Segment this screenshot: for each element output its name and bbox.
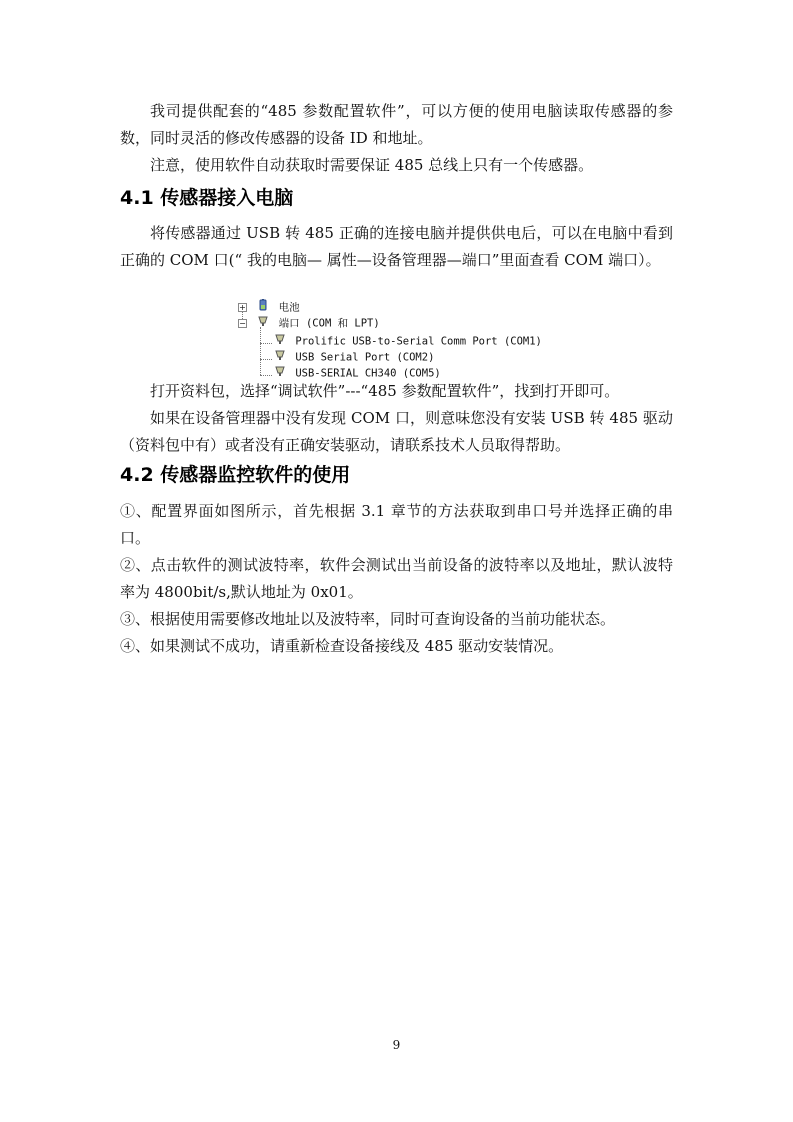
tree-node-ports[interactable]	[238, 315, 380, 331]
battery-icon	[257, 299, 269, 316]
port-icon	[257, 315, 269, 332]
collapse-icon[interactable]: −	[239, 319, 246, 328]
step-1: ①、配置界面如图所示，首先根据 3.1 章节的方法获取到串口号并选择正确的串口。	[120, 502, 673, 547]
note-paragraph: 注意，使用软件自动获取时需要保证 485 总线上只有一个传感器。	[150, 156, 594, 174]
no-com-paragraph: 如果在设备管理器中没有发现 COM 口，则意味您没有安装 USB 转 485 驱动（资料包中有）或者没有正确安装驱动，请联系技术人员取得帮助。	[120, 409, 673, 454]
tree-item-com2[interactable]	[274, 349, 434, 365]
tree-node-battery[interactable]	[238, 299, 300, 315]
step-3: ③、根据使用需要修改地址以及波特率，同时可查询设备的当前功能状态。	[120, 610, 616, 628]
device-manager-tree	[238, 297, 542, 381]
tree-item-label: USB-SERIAL CH340 (COM5)	[295, 367, 441, 380]
tree-item-label: USB Serial Port (COM2)	[295, 351, 435, 364]
open-software-paragraph: 打开资料包，选择“调试软件”---“485 参数配置软件”，找到打开即可。	[150, 382, 620, 400]
tree-label-ports: 端口 (COM 和 LPT)	[278, 317, 380, 330]
section-heading-4-1: 4.1 传感器接入电脑	[120, 187, 294, 209]
intro-paragraph: 我司提供配套的“485 参数配置软件”，可以方便的使用电脑读取传感器的参数，同时灵活的修改传感器的设备 ID 和地址。	[120, 102, 673, 147]
port-icon	[274, 333, 286, 350]
tree-item-label: Prolific USB-to-Serial Comm Port (COM1)	[295, 335, 542, 348]
step-2: ②、点击软件的测试波特率，软件会测试出当前设备的波特率以及地址，默认波特率为 4800bit/s,默认地址为 0x01。	[120, 556, 673, 601]
port-icon	[274, 349, 286, 366]
connect-paragraph: 将传感器通过 USB 转 485 正确的连接电脑并提供供电后，可以在电脑中看到正确的 COM 口(“ 我的电脑— 属性—设备管理器—端口”里面查看 COM 端口）。	[120, 224, 673, 269]
tree-label-battery: 电池	[278, 301, 300, 314]
step-4: ④、如果测试不成功，请重新检查设备接线及 485 驱动安装情况。	[120, 637, 564, 655]
page-number: 9	[392, 1038, 401, 1052]
expand-icon[interactable]: +	[239, 303, 246, 312]
tree-item-com1[interactable]	[274, 333, 542, 349]
section-heading-4-2: 4.2 传感器监控软件的使用	[120, 464, 351, 486]
